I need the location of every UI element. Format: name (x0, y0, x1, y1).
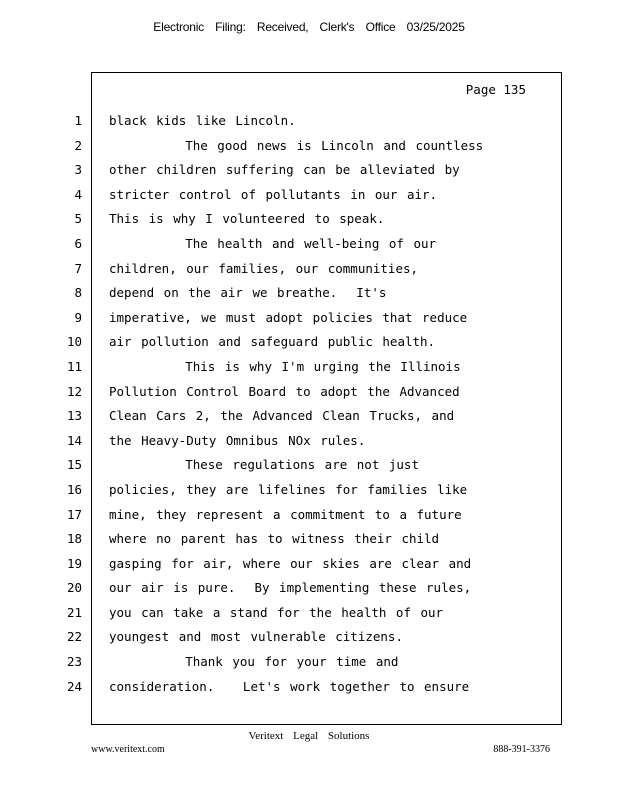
filing-stamp: Electronic Filing: Received, Clerk's Office 03/25/2025 (153, 20, 465, 34)
line-number: 4 (74, 186, 82, 202)
transcript-line (0, 431, 560, 456)
line-text: where no parent has to witness their child (109, 531, 440, 547)
transcript-line (0, 160, 560, 185)
transcript-line (0, 480, 560, 505)
line-number: 2 (74, 137, 82, 153)
transcript-line (0, 308, 560, 333)
transcript-line (0, 234, 560, 259)
transcript-line (0, 185, 560, 210)
transcript-body (0, 111, 560, 701)
line-number: 8 (74, 285, 82, 301)
line-text: Thank you for your time and (109, 654, 399, 670)
line-number: 3 (74, 162, 82, 178)
transcript-line (0, 136, 560, 161)
transcript-line (0, 382, 560, 407)
transcript-line (0, 627, 560, 652)
line-text: This is why I volunteered to speak. (109, 211, 385, 227)
line-number: 11 (66, 358, 82, 374)
transcript-line (0, 209, 560, 234)
transcript-line (0, 283, 560, 308)
transcript-line (0, 332, 560, 357)
line-text: consideration. Let's work together to ensure (109, 678, 470, 694)
line-number: 17 (66, 506, 82, 522)
line-number: 14 (66, 432, 82, 448)
line-text: stricter control of pollutants in our air. (109, 186, 438, 202)
line-number: 9 (74, 309, 82, 325)
line-text: the Heavy-Duty Omnibus NOx rules. (109, 432, 366, 448)
footer-company: Veritext Legal Solutions (248, 730, 370, 742)
transcript-line (0, 259, 560, 284)
line-text: mine, they represent a commitment to a future (109, 506, 462, 522)
line-number: 20 (66, 580, 82, 596)
line-number: 24 (66, 678, 82, 694)
transcript-line (0, 677, 560, 702)
line-text: imperative, we must adopt policies that reduce (109, 309, 468, 325)
transcript-line (0, 406, 560, 431)
line-text: other children suffering can be alleviated by (109, 162, 460, 178)
line-text: our air is pure. By implementing these rules, (109, 580, 472, 596)
transcript-line (0, 578, 560, 603)
transcript-line (0, 529, 560, 554)
line-text: This is why I'm urging the Illinois (109, 358, 461, 374)
line-text: policies, they are lifelines for families like (109, 481, 468, 497)
line-number: 23 (66, 654, 82, 670)
line-text: gasping for air, where our skies are clear and (109, 555, 472, 571)
footer-website: www.veritext.com (91, 744, 165, 755)
line-number: 15 (66, 457, 82, 473)
line-number: 5 (74, 211, 82, 227)
transcript-line (0, 603, 560, 628)
line-text: black kids like Lincoln. (109, 113, 296, 128)
line-number: 10 (66, 334, 82, 350)
line-number: 12 (66, 383, 82, 399)
line-text: The good news is Lincoln and countless (109, 137, 484, 153)
line-number: 6 (74, 235, 82, 251)
line-text: The health and well-being of our (109, 235, 437, 251)
line-text: youngest and most vulnerable citizens. (109, 629, 403, 645)
transcript-line (0, 505, 560, 530)
line-number: 22 (66, 629, 82, 645)
line-number: 16 (66, 481, 82, 497)
line-number: 19 (66, 555, 82, 571)
line-text: air pollution and safeguard public health. (109, 334, 436, 350)
transcript-line (0, 455, 560, 480)
line-number: 21 (66, 604, 82, 620)
page-number: Page 135 (465, 82, 526, 97)
transcript-line (0, 111, 560, 136)
transcript-line (0, 652, 560, 677)
line-text: These regulations are not just (109, 457, 419, 473)
line-text: you can take a stand for the health of our (109, 604, 444, 620)
transcript-line (0, 357, 560, 382)
line-text: depend on the air we breathe. It's (109, 285, 387, 301)
line-text: Pollution Control Board to adopt the Advanced (109, 383, 460, 399)
line-number: 1 (74, 113, 82, 128)
line-text: children, our families, our communities, (109, 260, 419, 276)
line-number: 7 (74, 260, 82, 276)
footer-phone: 888-391-3376 (493, 744, 550, 755)
line-number: 13 (66, 408, 82, 424)
transcript-line (0, 554, 560, 579)
line-number: 18 (66, 531, 82, 547)
line-text: Clean Cars 2, the Advanced Clean Trucks, and (109, 408, 455, 424)
